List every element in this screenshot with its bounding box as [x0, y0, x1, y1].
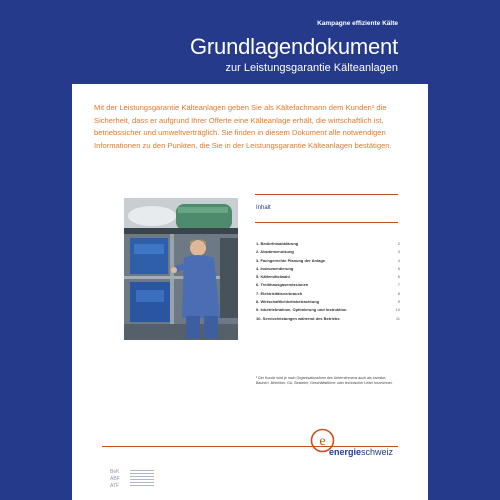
header-banner: [72, 0, 428, 84]
logo-text-bold: energie: [329, 447, 362, 457]
intro-paragraph: Mit der Leistungsgarantie Kälteanlagen geben Sie als Kältefachmann dem Kunden¹ die Sicherheit, dass er aufgrund Ihrer Offerte eine Kälteanlage erhält, die wirtschaftlich ist, betriebssicher und umweltverträglich. Sie finden in diesem Dokument alle notwendigen Informationen zu den Punkten, die Sie in der Leistungsgarantie Kälteanlagen bestätigen.: [94, 103, 392, 150]
toc-item-label: 7. Elektrizitätsverbrauch: [256, 290, 303, 296]
toc-item-page: 9: [397, 299, 400, 305]
document-title: Grundlagendokument: [190, 34, 398, 59]
partner-logo: [110, 469, 120, 490]
toc-item-page: 10: [395, 307, 400, 313]
divider-top: [255, 194, 398, 195]
toc-item-label: 1. Bedürfnisabklärung: [256, 241, 299, 246]
toc-item-page: 8: [397, 290, 400, 296]
photo-refrigeration-technician: [124, 198, 238, 340]
toc-item-page: 6: [397, 274, 400, 280]
toc-item-page: 11: [395, 315, 400, 321]
logo-text-rest: schweiz: [361, 447, 394, 457]
partner-logo-line: BeK: [110, 469, 120, 475]
toc-item-label: 2. Abwärmenutzung: [256, 249, 294, 255]
toc-item[interactable]: [256, 298, 400, 306]
toc-item-page: 7: [397, 282, 400, 288]
footnote: ¹ Der Kunde wird je nach Organisationsform des Unternehmens auch als Investor, Bauherr, Betreiber, GU, Besteller, Geschäftsführer oder technischer Leiter bezeichnet.: [256, 376, 393, 385]
toc-item[interactable]: [256, 240, 400, 248]
toc-item[interactable]: [256, 265, 400, 273]
energieschweiz-logo: [329, 447, 393, 457]
toc-item-page: 3: [397, 249, 400, 255]
toc-item-label: 5. Kältemittelwahl: [256, 274, 290, 280]
partner-logo-fineprint: [130, 470, 154, 488]
table-of-contents: [256, 240, 400, 323]
document-subtitle: zur Leistungsgarantie Kälteanlagen: [225, 62, 398, 74]
toc-item[interactable]: [256, 306, 400, 314]
partner-logo-line: ATF: [110, 483, 120, 489]
toc-item-label: 4. Instrumentierung: [256, 265, 294, 271]
toc-item-page: 2: [397, 241, 400, 246]
partner-logo-line: ABF: [110, 476, 120, 482]
toc-item[interactable]: [256, 290, 400, 298]
toc-item[interactable]: [256, 248, 400, 256]
toc-item-page: 5: [397, 265, 400, 271]
toc-item[interactable]: [256, 281, 400, 289]
toc-item-label: 3. Fachgerechte Planung der Anlage: [256, 257, 325, 263]
toc-item-label: 9. Inbetriebnahme, Optimierung und Instruktion: [256, 307, 347, 313]
toc-item-label: 8. Wirtschaftlichkeitsbetrachtung: [256, 299, 320, 305]
toc-item[interactable]: [256, 257, 400, 265]
svg-text:e: e: [319, 434, 326, 449]
toc-item-label: 10. Serviceleistungen während des Betriebs: [256, 315, 340, 321]
toc-item-label: 6. Treibhausgasemissionen: [256, 282, 309, 288]
document-page: [72, 0, 428, 500]
toc-item[interactable]: [256, 315, 400, 323]
toc-item-page: 4: [397, 257, 400, 263]
photo-illustration: [124, 198, 238, 340]
toc-item[interactable]: [256, 273, 400, 281]
campaign-label: Kampagne effiziente Kälte: [317, 20, 398, 27]
divider-bottom: [255, 222, 398, 223]
toc-heading: Inhalt: [256, 205, 271, 211]
